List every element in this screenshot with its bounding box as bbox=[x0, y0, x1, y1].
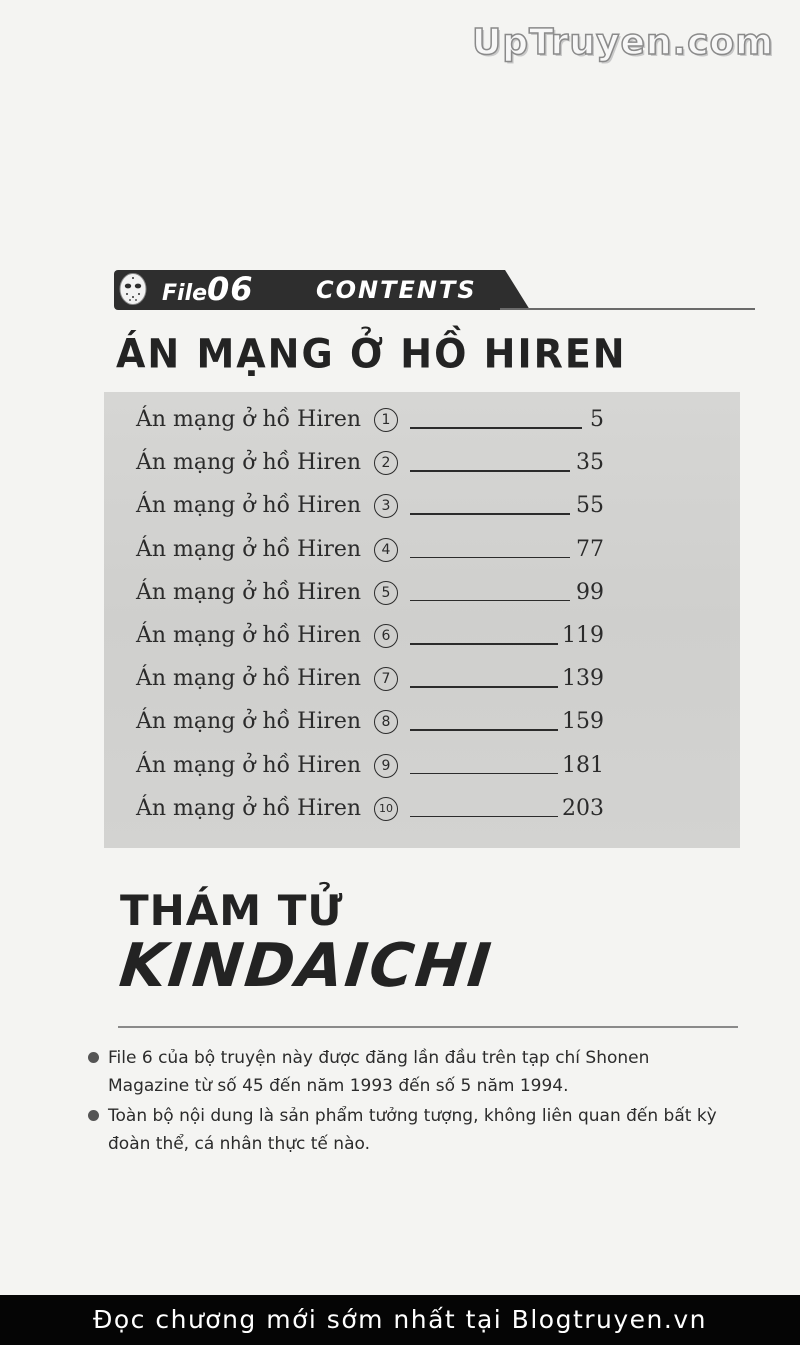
toc-row bbox=[136, 704, 616, 740]
toc-row bbox=[136, 748, 616, 784]
toc-row bbox=[136, 661, 616, 697]
chapter-number: 1 bbox=[374, 408, 398, 432]
leader-line bbox=[410, 773, 558, 775]
page-number: 5 bbox=[590, 407, 604, 432]
chapter-number: 6 bbox=[374, 624, 398, 648]
file-number-label bbox=[162, 272, 254, 311]
toc-row bbox=[136, 618, 616, 654]
note-text: File 6 của bộ truyện này được đăng lần đầu trên tạp chí Shonen Magazine từ số 45 đến năm 1993 đến số 5 năm 1994. bbox=[108, 1048, 650, 1096]
leader-line bbox=[410, 729, 558, 731]
series-title-line1: THÁM TỬ bbox=[120, 886, 344, 935]
toc-title: Án mạng ở hồ Hiren bbox=[136, 493, 362, 519]
leader-line bbox=[410, 557, 570, 559]
chapter-number: 2 bbox=[374, 451, 398, 475]
bullet-icon bbox=[88, 1110, 99, 1121]
leader-line bbox=[410, 470, 570, 472]
toc-row bbox=[136, 488, 616, 524]
toc-title: Án mạng ở hồ Hiren bbox=[136, 579, 362, 605]
leader-line bbox=[410, 600, 570, 602]
file-word: File bbox=[162, 281, 208, 306]
note-item bbox=[108, 1102, 728, 1158]
page-number: 99 bbox=[576, 579, 604, 605]
page-number: 181 bbox=[562, 752, 604, 778]
toc-row bbox=[136, 402, 616, 438]
chapter-number: 10 bbox=[374, 797, 398, 821]
page-number: 55 bbox=[576, 493, 604, 519]
toc-row bbox=[136, 532, 616, 568]
note-text: Toàn bộ nội dung là sản phẩm tưởng tượng, không liên quan đến bất kỳ đoàn thể, cá nhân thực tế nào. bbox=[108, 1106, 717, 1154]
chapter-number: 7 bbox=[374, 667, 398, 691]
toc-row bbox=[136, 575, 616, 611]
leader-line bbox=[410, 816, 558, 818]
toc-title: Án mạng ở hồ Hiren bbox=[136, 407, 362, 432]
leader-line bbox=[410, 686, 558, 688]
toc-title: Án mạng ở hồ Hiren bbox=[136, 795, 362, 821]
leader-line bbox=[410, 513, 570, 515]
case-title: ÁN MẠNG Ở HỒ HIREN bbox=[116, 330, 627, 378]
toc-title: Án mạng ở hồ Hiren bbox=[136, 752, 362, 778]
bullet-icon bbox=[88, 1052, 99, 1063]
footer-text[interactable]: Đọc chương mới sớm nhất tại Blogtruyen.vn bbox=[93, 1305, 707, 1334]
page-number: 119 bbox=[562, 623, 604, 648]
chapter-number: 9 bbox=[374, 754, 398, 778]
series-title-line2: KINDAICHI bbox=[116, 931, 496, 1001]
chapter-number: 3 bbox=[374, 494, 398, 518]
toc-row bbox=[136, 791, 616, 827]
site-watermark: UpTruyen.com bbox=[472, 22, 774, 63]
page-number: 139 bbox=[562, 666, 604, 692]
note-item bbox=[108, 1044, 728, 1100]
page-number: 159 bbox=[562, 709, 604, 735]
page-number: 77 bbox=[576, 536, 604, 562]
promo-footer[interactable] bbox=[0, 1295, 800, 1345]
toc-title: Án mạng ở hồ Hiren bbox=[136, 666, 362, 692]
hockey-mask-icon bbox=[118, 272, 148, 306]
leader-line bbox=[410, 643, 558, 645]
page-number: 203 bbox=[562, 795, 604, 821]
toc-title: Án mạng ở hồ Hiren bbox=[136, 536, 362, 562]
toc-row bbox=[136, 445, 616, 481]
page-number: 35 bbox=[576, 450, 604, 476]
toc-title: Án mạng ở hồ Hiren bbox=[136, 450, 362, 476]
chapter-number: 4 bbox=[374, 538, 398, 562]
banner-rule bbox=[500, 308, 755, 310]
chapter-number: 5 bbox=[374, 581, 398, 605]
series-title bbox=[116, 886, 496, 1001]
toc-title: Án mạng ở hồ Hiren bbox=[136, 623, 362, 648]
leader-line bbox=[410, 427, 582, 429]
series-divider bbox=[118, 1026, 738, 1028]
contents-label: CONTENTS bbox=[316, 276, 477, 304]
chapter-number: 8 bbox=[374, 710, 398, 734]
file-number: 06 bbox=[207, 270, 254, 308]
toc-title: Án mạng ở hồ Hiren bbox=[136, 709, 362, 735]
